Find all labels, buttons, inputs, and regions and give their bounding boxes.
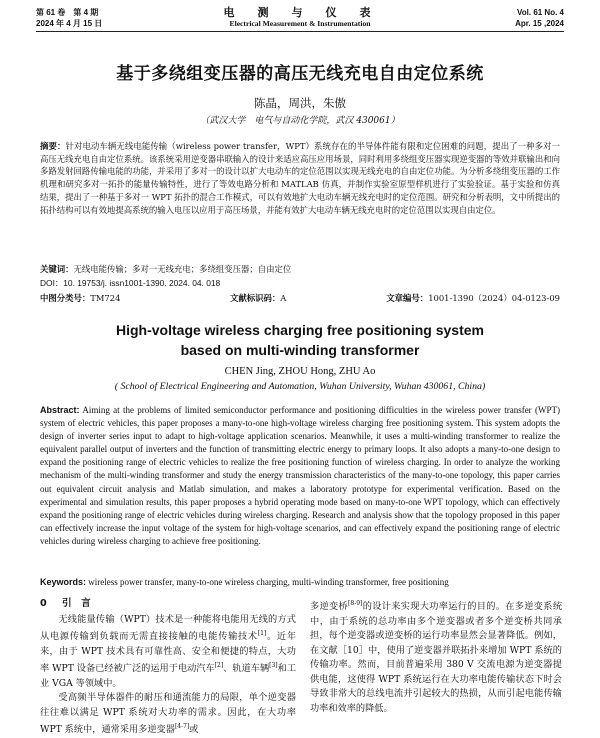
intro-paragraph-2	[40, 691, 296, 738]
header-rule	[36, 31, 564, 32]
title-en-line-1: High-voltage wireless charging free positioning system	[116, 322, 484, 338]
doi: DOI：10. 19753/j. issn1001-1390. 2024. 04. 018	[40, 278, 221, 288]
keywords-cn-text: 无线电能传输；多对一无线充电；多绕组变压器；自由定位	[73, 264, 292, 274]
doc-code-value: A	[280, 293, 287, 303]
clc-value: TM724	[90, 293, 121, 303]
article-no-value: 1001-1390（2024）04-0123-09	[428, 293, 560, 303]
section-number: 0	[40, 598, 47, 609]
clc-number	[40, 292, 120, 304]
keywords-en	[40, 577, 560, 587]
citation-ref: [8-9]	[348, 600, 363, 607]
keywords-cn	[40, 263, 291, 275]
abstract-cn-label: 摘要：	[40, 141, 66, 151]
header-center	[36, 7, 564, 29]
citation-ref: [1]	[257, 630, 267, 637]
abstract-cn-text: 针对电动车辆无线电能传输（wireless power transfer，WPT）系统存在的半导体件能有限和定位困难的问题，提出了一种多对一高压无线充电自由定位系统。该系统采用逆变器串联输入的设计来适应高压应用场景，同时利用多绕组变压器实现逆变器的等效并联输出和向多路发射回路传输电能的功能，并采用了多对一的设计以扩大电动车的定位范围以实现无线充电的自由定位功能。为分析多绕组变压器的工作机理和研究多对一拓扑的能量传输特性，进行了等效电路分析和 MATLAB 仿真，并制作实验室原型样机进行了实验验证。基于实验和仿真结果，提出了一种基于多对一 WPT 拓扑的混合工作模式，可以有效地扩大电动车辆无线充电时的定位范围。研究和分析表明，文中所提出的拓扑结构可以有效地提高系统的输入电压以应用于高压场景，并能有效扩大电动车辆无线充电时的定位范围以实现自由定位。	[40, 141, 561, 215]
body-column-right	[310, 597, 562, 716]
abstract-en-label: Abstract:	[40, 405, 80, 415]
running-header	[36, 7, 564, 33]
affiliation-en: ( School of Electrical Engineering and Automation, Wuhan University, Wuhan 430061, China)	[114, 381, 486, 392]
document-code	[230, 292, 286, 304]
title-cn: 基于多绕组变压器的高压无线充电自由定位系统	[116, 64, 484, 84]
citation-ref: [3]	[269, 662, 278, 670]
intro-p1-text-a: 无线能量传输（WPT）技术是一种能将电能用无线的方式从电源传输到负载而无需直接接触的电能传输技术	[40, 613, 296, 643]
intro-p1-text-c: 、轨道车辆	[223, 663, 270, 675]
classification-line	[40, 292, 560, 304]
abstract-cn	[40, 140, 560, 216]
article-no-label: 文章编号：	[386, 293, 429, 303]
clc-label: 中图分类号：	[40, 293, 91, 303]
citation-ref: [4-7]	[174, 723, 190, 731]
abstract-en-text: Aiming at the problems of limited semiconductor performance and positioning difficulties in the wireless power transfer (WPT) system of electric vehicles, this paper proposes a many-to-one high-voltage wireless charging free positioning system. This system adopts the design of inverter series input to adapt to high-voltage application scenarios. Meanwhile, it uses a multi-winding transformer to realize the equivalent parallel output of inverters and the function of transmitting electric energy to primary loops. It also adopts a many-to-one design to expand the positioning range of electric vehicles to realize the free positioning function of wireless charging. In order to analyze the working mechanism of the multi-winding transformer and study the energy transmission characteristics of the many-to-one topology, this paper carries out equivalent circuit analysis and Matlab simulation, and makes a laboratory prototype for experimental verification. Based on the experimental and simulation results, this paper proposes a hybrid operating mode based on many-to-one WPT topology, which can effectively expand the positioning range of electric vehicles during wireless charging. Research and analysis show that the topology proposed in this paper can effectively increase the input voltage of the system for high-voltage scenarios, and can effectively expand the positioning range of electric vehicles during wireless charging to achieve free positioning.	[40, 405, 560, 546]
keywords-cn-label: 关键词：	[40, 264, 74, 274]
intro-p2-cont-a: 多逆变桥	[310, 601, 349, 613]
section-title: 引 言	[62, 598, 91, 609]
authors-en: CHEN Jing, ZHOU Hong, ZHU Ao	[224, 366, 376, 377]
affiliation-cn: （武汉大学 电气与自动化学院，武汉 430061）	[200, 116, 400, 126]
journal-name-cn: 电 测 与 仪 表	[223, 6, 377, 19]
intro-p2-text-a: 受高频半导体器件的耐压和通流能力的局限，单个逆变器往往难以满足 WPT 系统对大功率的需求。因此，在大功率 WPT 系统中，通常采用多逆变器	[40, 692, 296, 736]
intro-p2-text-b: 或	[189, 724, 199, 736]
title-en	[0, 320, 600, 360]
intro-paragraph-1	[40, 613, 296, 692]
journal-name-en: Electrical Measurement & Instrumentation	[229, 19, 371, 28]
intro-p1-text-b: 。近年来，由于 WPT 技术具有可靠性高、安全和便捷的特点，大功率 WPT 设备已经被广泛的运用于电动汽车	[40, 631, 297, 675]
intro-p1-text-d: 和工业 VGA 等领域中。	[40, 663, 297, 689]
title-en-line-2: based on multi-winding transformer	[180, 342, 420, 358]
keywords-en-label: Keywords:	[40, 577, 87, 587]
intro-paragraph-2-cont	[310, 597, 562, 716]
abstract-en	[40, 404, 560, 548]
header-date-cn: 2024 年 4 月 15 日	[36, 19, 103, 28]
header-right	[515, 7, 564, 29]
body-column-left	[40, 597, 296, 738]
article-number	[386, 292, 560, 304]
section-heading-intro	[40, 597, 296, 612]
header-volume-en: Vol. 61 No. 4	[517, 8, 564, 17]
header-date-en: Apr. 15 ,2024	[515, 19, 564, 28]
header-volume-cn: 第 61 卷 第 4 期	[36, 8, 99, 17]
intro-p2-cont-b: 的设计来实现大功率运行的目的。在多逆变系统中，由于系统的总功率由多个逆变器或者多个逆变桥共同承担，每个逆变器或逆变桥的运行功率显然会显著降低。例如，在文献［10］中，使用了逆变器并联拓扑来增加 WPT 系统的传输功率。然而，目前普遍采用 380 V 交流电源为逆变器提供电能，这使得 WPT 系统运行在大功率电能传输状态下时会导致非常大的总线电流并引起较大的热损，从而引起电能传输功率和效率的降低。	[310, 601, 563, 714]
keywords-en-text: wireless power transfer, many-to-one wireless charging, multi-winding transformer, free positioning	[88, 577, 449, 587]
citation-ref: [2]	[214, 662, 224, 670]
authors-cn: 陈晶，周洪，朱傲	[254, 96, 346, 110]
doc-code-label: 文献标识码：	[230, 293, 281, 303]
